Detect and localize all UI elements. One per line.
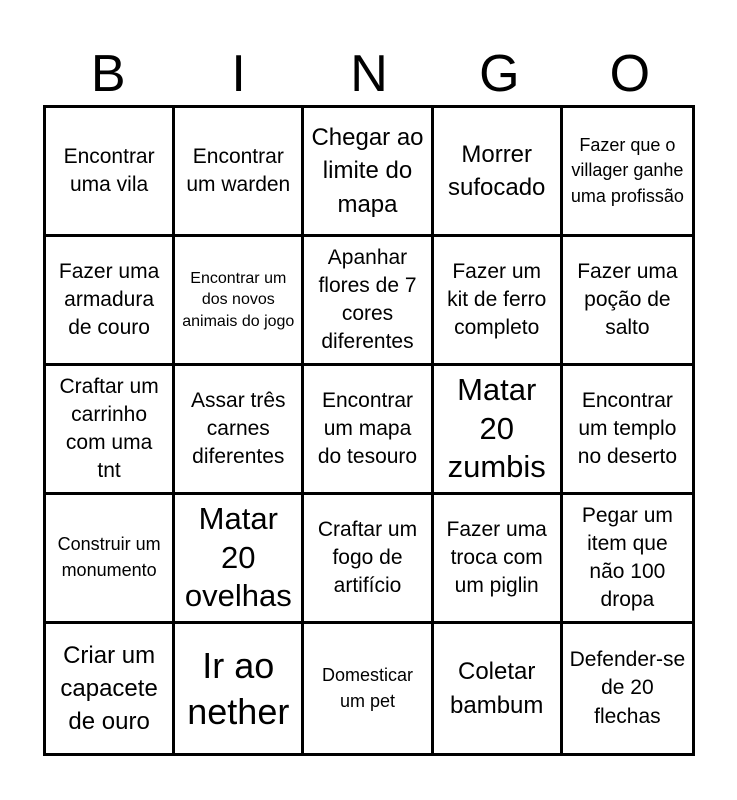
bingo-header xyxy=(43,44,695,104)
bingo-board xyxy=(43,105,695,756)
bingo-cell[interactable] xyxy=(434,237,563,366)
bingo-cell[interactable] xyxy=(46,624,175,753)
bingo-cell[interactable] xyxy=(304,108,433,237)
cell-text: Craftar um fogo de artifício xyxy=(317,517,418,598)
bingo-cell[interactable] xyxy=(175,108,304,237)
bingo-cell[interactable] xyxy=(46,237,175,366)
cell-text: Assar três carnes diferentes xyxy=(191,388,286,469)
cell-text: Fazer uma troca com um piglin xyxy=(446,517,547,598)
cell-text: Coletar bambum xyxy=(450,658,544,719)
bingo-cell[interactable] xyxy=(563,108,692,237)
bingo-cell[interactable] xyxy=(434,495,563,624)
bingo-cell[interactable] xyxy=(434,108,563,237)
bingo-cell[interactable] xyxy=(46,495,175,624)
cell-text: Encontrar um dos novos animais do jogo xyxy=(182,269,295,330)
cell-text: Ir ao nether xyxy=(187,644,290,732)
cell-text: Apanhar flores de 7 cores diferentes xyxy=(318,245,417,354)
header-letter-g: G xyxy=(479,45,520,103)
bingo-cell[interactable] xyxy=(563,495,692,624)
cell-text: Morrer sufocado xyxy=(447,140,546,201)
cell-text: Encontrar um templo no deserto xyxy=(577,388,678,469)
header-letter-i: I xyxy=(231,45,246,103)
cell-text: Criar um capacete de ouro xyxy=(60,641,158,736)
header-letter-n: N xyxy=(350,45,388,103)
cell-text: Defender-se de 20 flechas xyxy=(569,648,686,728)
bingo-cell[interactable] xyxy=(175,366,304,495)
bingo-cell[interactable] xyxy=(46,366,175,495)
cell-text: Fazer que o villager ganhe uma profissão xyxy=(570,134,684,206)
bingo-cell[interactable] xyxy=(304,624,433,753)
cell-text: Fazer uma poção de salto xyxy=(577,259,678,340)
bingo-cell[interactable] xyxy=(175,495,304,624)
bingo-cell[interactable] xyxy=(434,624,563,753)
cell-text: Construir um monumento xyxy=(57,534,161,580)
cell-text: Fazer um kit de ferro completo xyxy=(447,259,547,340)
bingo-cell[interactable] xyxy=(563,237,692,366)
cell-text: Craftar um carrinho com uma tnt xyxy=(59,374,159,483)
header-letter-o: O xyxy=(609,45,651,103)
bingo-cell[interactable] xyxy=(563,624,692,753)
cell-text: Chegar ao limite do mapa xyxy=(311,124,424,218)
bingo-cell[interactable] xyxy=(175,624,304,753)
cell-text: Encontrar um warden xyxy=(186,144,291,196)
cell-text: Matar 20 zumbis xyxy=(447,371,546,485)
bingo-cell[interactable] xyxy=(434,366,563,495)
cell-text: Domesticar um pet xyxy=(321,664,413,711)
bingo-cell[interactable] xyxy=(563,366,692,495)
bingo-cell[interactable] xyxy=(46,108,175,237)
header-letter-b: B xyxy=(90,45,126,103)
cell-text: Encontrar um mapa do tesouro xyxy=(317,388,418,469)
bingo-cell[interactable] xyxy=(304,366,433,495)
bingo-cell[interactable] xyxy=(304,237,433,366)
cell-text: Encontrar uma vila xyxy=(63,144,155,196)
bingo-cell[interactable] xyxy=(304,495,433,624)
cell-text: Pegar um item que não 100 dropa xyxy=(581,503,673,612)
cell-text: Matar 20 ovelhas xyxy=(184,500,292,614)
cell-text: Fazer uma armadura de couro xyxy=(58,259,160,340)
bingo-cell[interactable] xyxy=(175,237,304,366)
